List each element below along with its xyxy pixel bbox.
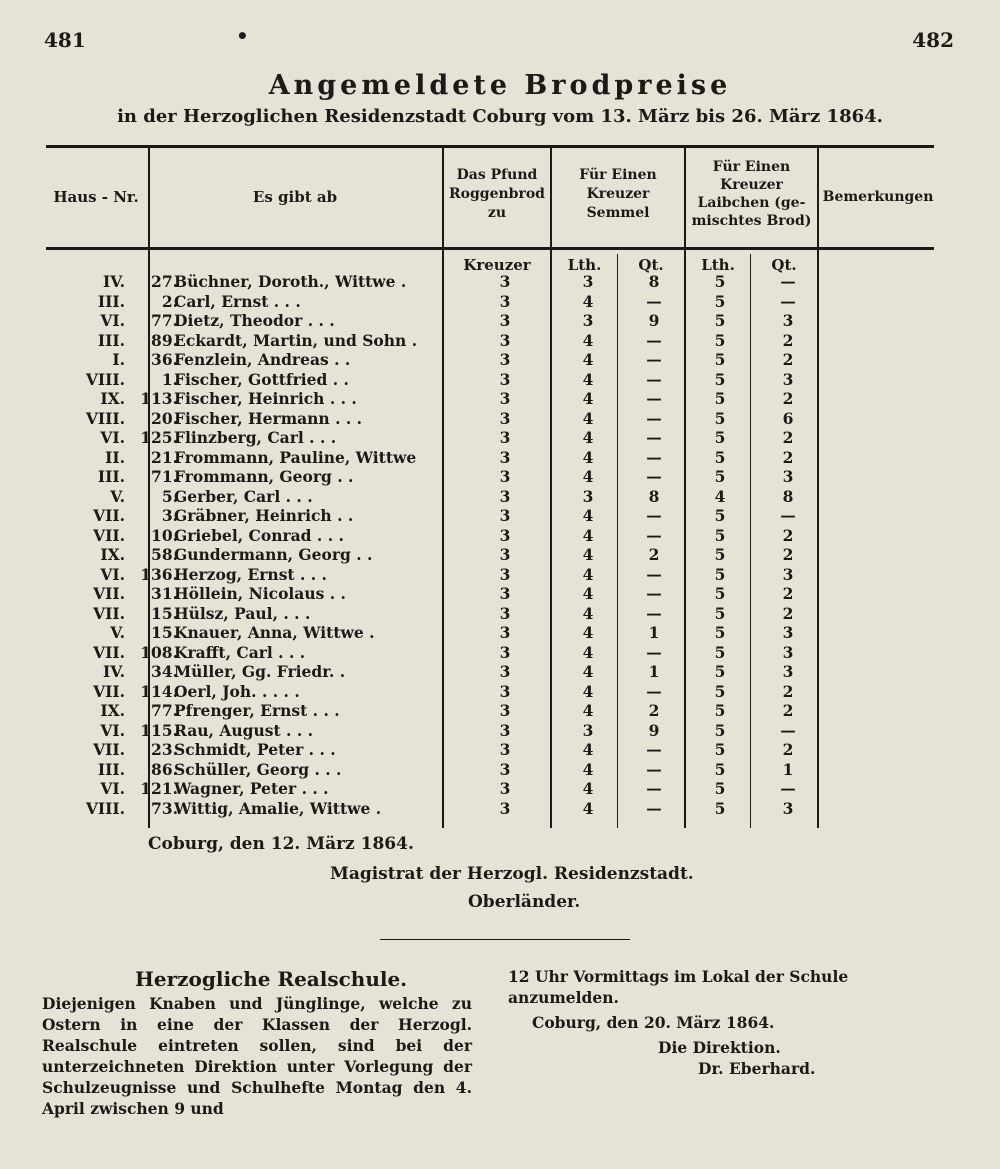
- cell-roggenbrod: 3: [499, 603, 511, 623]
- cell-house-number: 77.: [151, 311, 178, 330]
- cell-semmel-qt: —: [646, 428, 662, 447]
- cell-house-number: 125.: [140, 428, 178, 447]
- cell-roggenbrod: 3: [499, 369, 511, 389]
- cell-house-number: 73.: [151, 798, 178, 818]
- cell-laibchen-lth: 5: [714, 545, 726, 564]
- table-row: [40, 740, 940, 760]
- table-row: [40, 584, 940, 604]
- cell-house-number: 114.: [140, 681, 178, 701]
- cell-semmel-lth: 3: [582, 272, 594, 291]
- notice-continuation: 12 Uhr Vormittags im Lokal der Schule anzumelden.: [508, 967, 849, 1007]
- cell-semmel-qt: 2: [648, 701, 660, 720]
- cell-roggenbrod: 3: [499, 759, 511, 779]
- cell-roggenbrod: 3: [499, 467, 511, 486]
- cell-quarter: III.: [97, 291, 125, 311]
- cell-laibchen-lth: 5: [714, 564, 726, 584]
- table-row: [40, 779, 940, 799]
- cell-house-number: 86.: [151, 759, 178, 779]
- cell-laibchen-qt: 3: [782, 369, 794, 389]
- header-semmel-line: Kreuzer: [586, 186, 650, 202]
- cell-semmel-qt: 9: [648, 720, 660, 740]
- cell-house-number: 34.: [151, 662, 178, 681]
- cell-roggenbrod: 3: [499, 311, 511, 330]
- cell-laibchen-qt: 2: [782, 545, 794, 564]
- cell-laibchen-lth: 5: [714, 740, 726, 759]
- cell-laibchen-lth: 5: [714, 369, 726, 389]
- cell-semmel-qt: —: [646, 291, 662, 311]
- cell-quarter: VI.: [100, 428, 125, 447]
- header-laibchen-line: mischtes Brod): [691, 213, 812, 229]
- cell-house-number: 113.: [140, 389, 178, 408]
- cell-laibchen-qt: 3: [782, 662, 794, 681]
- cell-laibchen-qt: 3: [782, 311, 794, 330]
- cell-semmel-lth: 4: [582, 389, 594, 408]
- cell-semmel-qt: —: [646, 779, 662, 798]
- cell-laibchen-lth: 5: [714, 408, 726, 428]
- table-row: [40, 604, 940, 624]
- cell-quarter: I.: [112, 350, 125, 369]
- cell-laibchen-lth: 5: [714, 623, 726, 642]
- notice-office: Die Direktion.: [658, 1038, 781, 1057]
- table-top-rule: [46, 145, 934, 148]
- notice-place-date: Coburg, den 20. März 1864.: [532, 1013, 775, 1032]
- cell-laibchen-lth: 5: [714, 662, 726, 681]
- cell-house-number: 3.: [161, 506, 178, 525]
- cell-quarter: VII.: [93, 525, 125, 545]
- cell-semmel-lth: 4: [582, 350, 594, 369]
- cell-laibchen-qt: 2: [782, 740, 794, 759]
- cell-roggenbrod: 3: [499, 330, 511, 350]
- cell-semmel-lth: 4: [582, 779, 594, 798]
- cell-roggenbrod: 3: [499, 584, 511, 603]
- table-signature: Oberländer.: [468, 892, 581, 912]
- cell-name: Gräbner, Heinrich . .: [174, 506, 354, 525]
- cell-name: Höllein, Nicolaus . .: [174, 584, 346, 603]
- cell-laibchen-qt: 2: [782, 603, 794, 623]
- cell-name: Fischer, Heinrich . . .: [174, 389, 357, 408]
- cell-name: Gerber, Carl . . .: [174, 486, 313, 506]
- cell-laibchen-lth: 5: [714, 642, 726, 662]
- section-divider: [380, 939, 630, 940]
- cell-laibchen-lth: 5: [714, 311, 726, 330]
- table-row: [40, 545, 940, 565]
- table-row: [40, 409, 940, 429]
- cell-house-number: 36.: [151, 350, 178, 369]
- cell-roggenbrod: 3: [499, 272, 511, 291]
- cell-laibchen-qt: 8: [782, 486, 794, 506]
- cell-laibchen-qt: 3: [782, 798, 794, 818]
- cell-name: Herzog, Ernst . . .: [174, 564, 327, 584]
- cell-quarter: VII.: [93, 584, 125, 603]
- table-row: [40, 701, 940, 721]
- cell-semmel-qt: 9: [648, 311, 660, 330]
- cell-name: Knauer, Anna, Wittwe .: [174, 623, 375, 642]
- table-row: [40, 760, 940, 780]
- cell-semmel-lth: 4: [582, 740, 594, 759]
- cell-laibchen-qt: 2: [782, 681, 794, 701]
- unit-semmel-lth: Lth.: [567, 256, 602, 274]
- unit-laibchen-lth: Lth.: [701, 256, 735, 274]
- cell-house-number: 27.: [151, 272, 178, 291]
- cell-semmel-qt: 8: [648, 272, 660, 291]
- table-row: [40, 467, 940, 487]
- cell-laibchen-qt: 1: [782, 759, 794, 779]
- cell-quarter: VI.: [100, 564, 125, 584]
- cell-roggenbrod: 3: [499, 642, 511, 662]
- cell-quarter: IV.: [103, 662, 125, 681]
- cell-quarter: V.: [110, 486, 125, 506]
- cell-laibchen-lth: 5: [714, 720, 726, 740]
- cell-name: Fenzlein, Andreas . .: [174, 350, 351, 369]
- table-row: [40, 799, 940, 819]
- unit-kreuzer: Kreuzer: [463, 256, 531, 274]
- cell-roggenbrod: 3: [499, 662, 511, 681]
- cell-semmel-lth: 4: [582, 642, 594, 662]
- cell-name: Wagner, Peter . . .: [174, 779, 329, 798]
- cell-laibchen-lth: 5: [714, 447, 726, 467]
- cell-semmel-qt: —: [646, 564, 662, 584]
- cell-roggenbrod: 3: [499, 506, 511, 525]
- cell-quarter: VIII.: [85, 798, 125, 818]
- cell-semmel-lth: 3: [582, 486, 594, 506]
- cell-semmel-qt: —: [646, 350, 662, 369]
- cell-quarter: IX.: [100, 701, 125, 720]
- table-row: [40, 506, 940, 526]
- cell-laibchen-qt: 2: [782, 584, 794, 603]
- cell-semmel-qt: —: [646, 759, 662, 779]
- header-semmel-line: Semmel: [586, 205, 650, 221]
- cell-laibchen-qt: —: [780, 506, 796, 525]
- table-row: [40, 389, 940, 409]
- cell-quarter: IX.: [100, 545, 125, 564]
- cell-quarter: IX.: [100, 389, 125, 408]
- cell-roggenbrod: 3: [499, 447, 511, 467]
- cell-name: Griebel, Conrad . . .: [174, 525, 344, 545]
- table-row: [40, 292, 940, 312]
- cell-name: Eckardt, Martin, und Sohn .: [174, 330, 418, 350]
- cell-semmel-qt: —: [646, 506, 662, 525]
- cell-semmel-lth: 4: [582, 467, 594, 486]
- cell-quarter: III.: [97, 330, 125, 350]
- cell-semmel-qt: —: [646, 467, 662, 486]
- cell-house-number: 136.: [140, 564, 178, 584]
- cell-roggenbrod: 3: [499, 408, 511, 428]
- header-roggenbrod-line: Das Pfund: [456, 167, 538, 183]
- cell-laibchen-qt: —: [780, 720, 796, 740]
- cell-house-number: 15.: [151, 603, 178, 623]
- header-roggenbrod-line: Roggenbrod: [449, 186, 545, 202]
- cell-quarter: III.: [97, 759, 125, 779]
- cell-semmel-lth: 3: [582, 720, 594, 740]
- cell-quarter: VIII.: [85, 369, 125, 389]
- cell-house-number: 5.: [161, 486, 178, 506]
- cell-laibchen-qt: 2: [782, 330, 794, 350]
- cell-laibchen-lth: 5: [714, 428, 726, 447]
- header-laibchen-line: Laibchen (ge-: [697, 195, 806, 211]
- cell-semmel-lth: 4: [582, 681, 594, 701]
- cell-semmel-lth: 4: [582, 564, 594, 584]
- header-laibchen: [686, 158, 817, 230]
- cell-house-number: 108.: [140, 642, 178, 662]
- cell-semmel-qt: —: [646, 369, 662, 389]
- cell-quarter: VIII.: [85, 408, 125, 428]
- cell-roggenbrod: 3: [499, 779, 511, 798]
- table-row: [40, 370, 940, 390]
- cell-name: Schmidt, Peter . . .: [174, 740, 336, 759]
- header-bemerkungen: Bemerkungen: [822, 189, 934, 205]
- cell-laibchen-qt: —: [780, 291, 796, 311]
- cell-laibchen-lth: 5: [714, 681, 726, 701]
- cell-name: Pfrenger, Ernst . . .: [174, 701, 340, 720]
- table-row: [40, 662, 940, 682]
- header-laibchen-line: Kreuzer: [720, 177, 783, 193]
- table-row: [40, 526, 940, 546]
- cell-roggenbrod: 3: [499, 389, 511, 408]
- cell-name: Fischer, Gottfried . .: [174, 369, 349, 389]
- cell-semmel-qt: —: [646, 642, 662, 662]
- cell-quarter: VII.: [93, 681, 125, 701]
- cell-semmel-lth: 4: [582, 603, 594, 623]
- cell-semmel-qt: —: [646, 330, 662, 350]
- cell-semmel-qt: —: [646, 681, 662, 701]
- table-row: [40, 350, 940, 370]
- cell-semmel-lth: 4: [582, 662, 594, 681]
- cell-house-number: 21.: [151, 447, 178, 467]
- cell-roggenbrod: 3: [499, 486, 511, 506]
- page-number-right: 482: [912, 28, 954, 52]
- cell-name: Müller, Gg. Friedr. .: [174, 662, 346, 681]
- cell-laibchen-qt: 2: [782, 447, 794, 467]
- cell-quarter: VII.: [93, 603, 125, 623]
- cell-roggenbrod: 3: [499, 525, 511, 545]
- table-row: [40, 331, 940, 351]
- cell-house-number: 115.: [140, 720, 178, 740]
- cell-roggenbrod: 3: [499, 681, 511, 701]
- cell-laibchen-lth: 5: [714, 291, 726, 311]
- page-subtitle: in der Herzoglichen Residenzstadt Coburg vom 13. März bis 26. März 1864.: [117, 106, 883, 127]
- cell-roggenbrod: 3: [499, 740, 511, 759]
- table-header-rule: [46, 247, 934, 250]
- cell-semmel-lth: 4: [582, 701, 594, 720]
- cell-semmel-lth: 3: [582, 311, 594, 330]
- cell-roggenbrod: 3: [499, 545, 511, 564]
- cell-quarter: VI.: [100, 720, 125, 740]
- cell-roggenbrod: 3: [499, 798, 511, 818]
- table-place-date: Coburg, den 12. März 1864.: [148, 834, 414, 854]
- cell-house-number: 89.: [151, 330, 178, 350]
- cell-semmel-qt: —: [646, 408, 662, 428]
- cell-quarter: VII.: [93, 506, 125, 525]
- cell-semmel-qt: —: [646, 584, 662, 603]
- cell-name: Frommann, Pauline, Wittwe: [174, 447, 417, 467]
- unit-laibchen-qt: Qt.: [771, 256, 797, 274]
- cell-house-number: 2.: [161, 291, 178, 311]
- cell-roggenbrod: 3: [499, 428, 511, 447]
- cell-semmel-lth: 4: [582, 447, 594, 467]
- cell-laibchen-qt: 2: [782, 350, 794, 369]
- cell-quarter: V.: [110, 623, 125, 642]
- notice-signature: Dr. Eberhard.: [698, 1059, 816, 1078]
- notice-body: Diejenigen Knaben und Jünglinge, welche zu Ostern in eine der Klassen der Herzogl. Realschule eintreten sollen, sind bei der unterzeichneten Direktion unter Vorlegung der Schulzeugnisse und Schulhefte Montag den 4. April zwischen 9 und: [42, 994, 472, 1118]
- cell-name: Fischer, Hermann . . .: [174, 408, 363, 428]
- cell-laibchen-lth: 5: [714, 759, 726, 779]
- cell-roggenbrod: 3: [499, 291, 511, 311]
- cell-house-number: 20.: [151, 408, 178, 428]
- cell-roggenbrod: 3: [499, 623, 511, 642]
- cell-semmel-lth: 4: [582, 623, 594, 642]
- table-row: [40, 272, 940, 292]
- cell-semmel-lth: 4: [582, 428, 594, 447]
- cell-laibchen-qt: 2: [782, 701, 794, 720]
- notice-continuation-block: [508, 966, 938, 1079]
- cell-semmel-lth: 4: [582, 798, 594, 818]
- table-row: [40, 643, 940, 663]
- table-authority: Magistrat der Herzogl. Residenzstadt.: [330, 864, 694, 884]
- header-roggenbrod-line: zu: [487, 205, 507, 221]
- table-row: [40, 487, 940, 507]
- cell-roggenbrod: 3: [499, 564, 511, 584]
- header-laibchen-line: Für Einen: [712, 159, 791, 175]
- cell-laibchen-qt: 3: [782, 467, 794, 486]
- table-row: [40, 565, 940, 585]
- cell-name: Gundermann, Georg . .: [174, 545, 373, 564]
- cell-semmel-qt: 1: [648, 623, 660, 642]
- cell-name: Hülsz, Paul, . . .: [174, 603, 311, 623]
- cell-name: Carl, Ernst . . .: [174, 291, 301, 311]
- cell-laibchen-qt: 3: [782, 623, 794, 642]
- cell-laibchen-lth: 5: [714, 467, 726, 486]
- cell-roggenbrod: 3: [499, 720, 511, 740]
- cell-laibchen-lth: 4: [714, 486, 726, 506]
- cell-house-number: 1.: [161, 369, 178, 389]
- cell-laibchen-lth: 5: [714, 525, 726, 545]
- table-row: [40, 623, 940, 643]
- cell-name: Wittig, Amalie, Wittwe .: [174, 798, 382, 818]
- cell-semmel-lth: 4: [582, 525, 594, 545]
- print-mark: •: [236, 24, 249, 48]
- cell-quarter: VI.: [100, 779, 125, 798]
- page-title: Angemeldete Brodpreise: [268, 70, 732, 101]
- cell-name: Dietz, Theodor . . .: [174, 311, 335, 330]
- cell-house-number: 121.: [140, 779, 178, 798]
- cell-semmel-lth: 4: [582, 506, 594, 525]
- cell-laibchen-qt: 6: [782, 408, 794, 428]
- cell-laibchen-qt: 2: [782, 389, 794, 408]
- cell-semmel-lth: 4: [582, 584, 594, 603]
- cell-semmel-lth: 4: [582, 291, 594, 311]
- cell-name: Frommann, Georg . .: [174, 467, 354, 486]
- cell-quarter: IV.: [103, 272, 125, 291]
- cell-roggenbrod: 3: [499, 701, 511, 720]
- header-semmel: [552, 166, 684, 223]
- cell-laibchen-qt: —: [780, 779, 796, 798]
- header-es-gibt-ab: Es gibt ab: [252, 188, 338, 206]
- cell-house-number: 15.: [151, 623, 178, 642]
- cell-house-number: 77.: [151, 701, 178, 720]
- cell-semmel-qt: —: [646, 447, 662, 467]
- cell-laibchen-qt: 2: [782, 525, 794, 545]
- cell-semmel-qt: —: [646, 740, 662, 759]
- header-roggenbrod: [444, 166, 550, 223]
- cell-laibchen-lth: 5: [714, 798, 726, 818]
- cell-laibchen-lth: 5: [714, 603, 726, 623]
- cell-semmel-lth: 4: [582, 408, 594, 428]
- cell-semmel-lth: 4: [582, 369, 594, 389]
- cell-laibchen-lth: 5: [714, 330, 726, 350]
- cell-laibchen-lth: 5: [714, 272, 726, 291]
- cell-name: Büchner, Doroth., Wittwe .: [174, 272, 407, 291]
- cell-name: Rau, August . . .: [174, 720, 314, 740]
- cell-name: Flinzberg, Carl . . .: [174, 428, 337, 447]
- cell-laibchen-qt: 3: [782, 642, 794, 662]
- cell-house-number: 58.: [151, 545, 178, 564]
- cell-semmel-qt: —: [646, 603, 662, 623]
- cell-name: Krafft, Carl . . .: [174, 642, 306, 662]
- header-semmel-line: Für Einen: [579, 167, 657, 183]
- cell-house-number: 23.: [151, 740, 178, 759]
- table-row: [40, 428, 940, 448]
- cell-semmel-qt: 2: [648, 545, 660, 564]
- table-row: [40, 721, 940, 741]
- cell-roggenbrod: 3: [499, 350, 511, 369]
- cell-quarter: III.: [97, 467, 125, 486]
- cell-house-number: 10.: [151, 525, 178, 545]
- cell-semmel-lth: 4: [582, 545, 594, 564]
- cell-laibchen-lth: 5: [714, 701, 726, 720]
- cell-laibchen-lth: 5: [714, 779, 726, 798]
- cell-laibchen-lth: 5: [714, 389, 726, 408]
- cell-semmel-qt: —: [646, 525, 662, 545]
- cell-house-number: 71.: [151, 467, 178, 486]
- table-row: [40, 311, 940, 331]
- cell-quarter: VII.: [93, 642, 125, 662]
- notice-title: Herzogliche Realschule.: [135, 967, 408, 991]
- cell-semmel-qt: 8: [648, 486, 660, 506]
- page-number-left: 481: [44, 28, 86, 52]
- unit-semmel-qt: Qt.: [638, 256, 664, 274]
- cell-semmel-qt: 1: [648, 662, 660, 681]
- cell-laibchen-qt: —: [780, 272, 796, 291]
- cell-house-number: 31.: [151, 584, 178, 603]
- cell-semmel-lth: 4: [582, 759, 594, 779]
- header-haus-nr: Haus - Nr.: [53, 188, 139, 206]
- table-row: [40, 448, 940, 468]
- price-table-body: [40, 272, 940, 818]
- cell-name: Oerl, Joh. . . . .: [174, 681, 300, 701]
- cell-semmel-qt: —: [646, 798, 662, 818]
- cell-laibchen-qt: 2: [782, 428, 794, 447]
- cell-laibchen-lth: 5: [714, 506, 726, 525]
- table-row: [40, 682, 940, 702]
- cell-name: Schüller, Georg . . .: [174, 759, 342, 779]
- cell-quarter: II.: [105, 447, 125, 467]
- cell-laibchen-lth: 5: [714, 350, 726, 369]
- cell-semmel-qt: —: [646, 389, 662, 408]
- cell-laibchen-qt: 3: [782, 564, 794, 584]
- cell-quarter: VI.: [100, 311, 125, 330]
- cell-quarter: VII.: [93, 740, 125, 759]
- cell-semmel-lth: 4: [582, 330, 594, 350]
- cell-laibchen-lth: 5: [714, 584, 726, 603]
